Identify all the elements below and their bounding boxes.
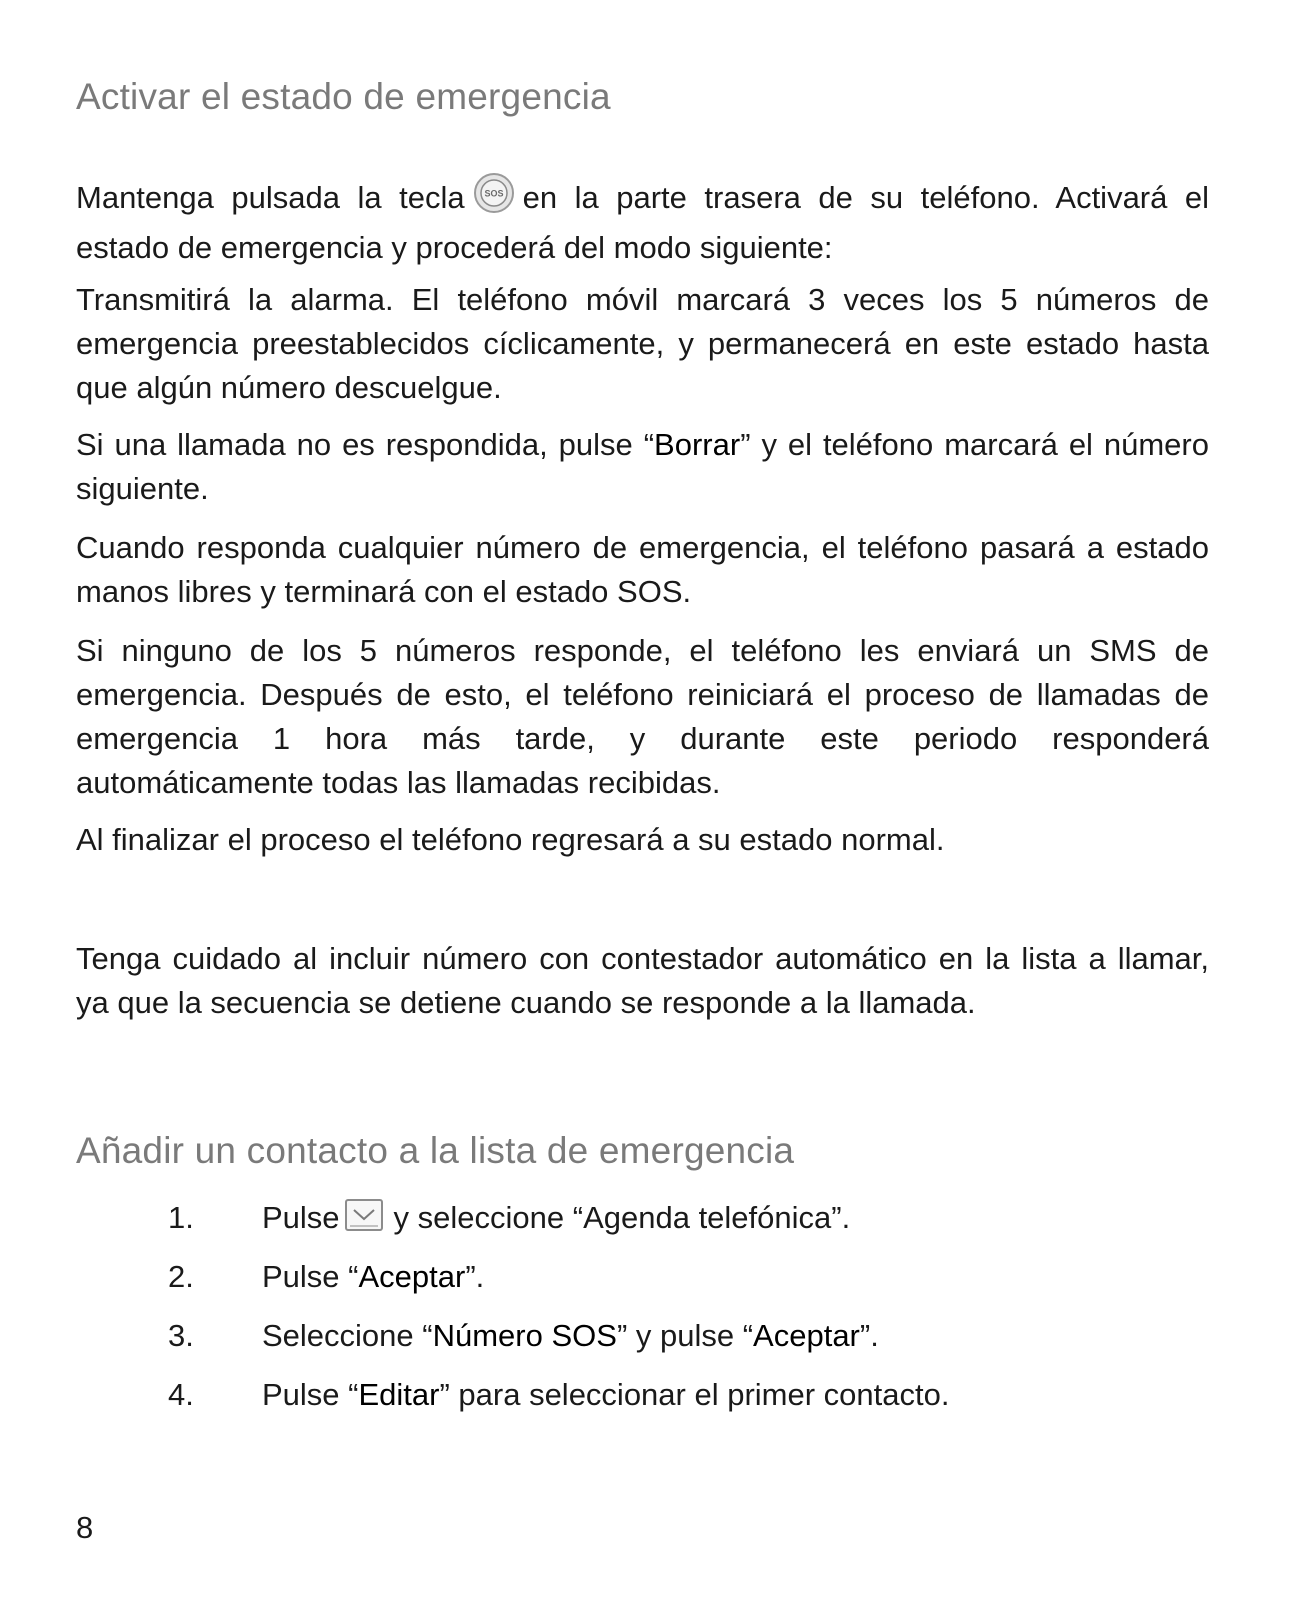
paragraph-text: Si una llamada no es respondida, pulse “: [76, 427, 655, 462]
step-text-part: ” y pulse “: [616, 1318, 754, 1353]
sos-button-icon: [473, 172, 515, 226]
keyword-editar: Editar: [358, 1377, 440, 1412]
step-text: [262, 1198, 850, 1242]
paragraph-transmit-alarm: Transmitirá la alarma. El teléfono móvil marcará 3 veces los 5 números de emergencia preestablecidos cíclicamente, y permanecerá en este estado hasta que algún número descuelgue.: [76, 282, 1209, 405]
step-number: 2.: [168, 1259, 194, 1294]
paragraph-warning-answering-machine: Tenga cuidado al incluir número con contestador automático en la lista a llamar, ya que la secuencia se detiene cuando se responde a la llamada.: [76, 941, 1209, 1020]
section-title-activate-emergency: Activar el estado de emergencia: [76, 76, 611, 117]
section-title-add-emergency-contact: Añadir un contacto a la lista de emergencia: [76, 1130, 795, 1171]
step-text-part: ”.: [859, 1318, 879, 1353]
step-number: 4.: [168, 1377, 194, 1412]
paragraph-hold-sos-key: [76, 172, 1209, 270]
step-text: [262, 1375, 949, 1415]
paragraph-unanswered-call: [76, 423, 1209, 511]
step-text-part: ” para seleccionar el primer contacto.: [439, 1377, 950, 1412]
paragraph-text: Mantenga pulsada la tecla: [76, 180, 465, 215]
step-text-part: Seleccione “: [262, 1318, 433, 1353]
paragraph-text: en la parte trasera de su teléfono. Activará el estado de emergencia y procederá del modo siguiente:: [76, 180, 1210, 265]
paragraph-text: ” y el teléfono marcará el número siguiente.: [76, 427, 1209, 506]
step-text: [262, 1257, 484, 1297]
step-text-part: Pulse “: [262, 1259, 359, 1294]
paragraph-sms-fallback: Si ninguno de los 5 números responde, el teléfono les enviará un SMS de emergencia. Después de esto, el teléfono reiniciará el proceso de llamadas de emergencia 1 hora más tarde, y durante este periodo responderá automáticamente todas las llamadas recibidas.: [76, 633, 1209, 800]
step-number: 1.: [168, 1200, 194, 1235]
step-text-part: Pulse “: [262, 1377, 359, 1412]
paragraph-return-normal: Al finalizar el proceso el teléfono regresará a su estado normal.: [76, 822, 945, 857]
step-text-part: ”.: [465, 1259, 485, 1294]
paragraph-handsfree: Cuando responda cualquier número de emergencia, el teléfono pasará a estado manos libres y terminará con el estado SOS.: [76, 530, 1209, 609]
menu-envelope-icon: [344, 1198, 384, 1242]
page-number: 8: [76, 1510, 94, 1545]
keyword-aceptar: Aceptar: [358, 1259, 466, 1294]
keyword-numero-sos: Número SOS: [432, 1318, 617, 1353]
keyword-borrar: Borrar: [654, 427, 741, 462]
step-text-part: Pulse: [262, 1200, 340, 1235]
step-text: [262, 1316, 879, 1356]
step-text-part: y seleccione “Agenda telefónica”.: [393, 1200, 851, 1235]
keyword-aceptar: Aceptar: [753, 1318, 860, 1353]
svg-text:SOS: SOS: [484, 188, 504, 199]
step-number: 3.: [168, 1318, 194, 1353]
